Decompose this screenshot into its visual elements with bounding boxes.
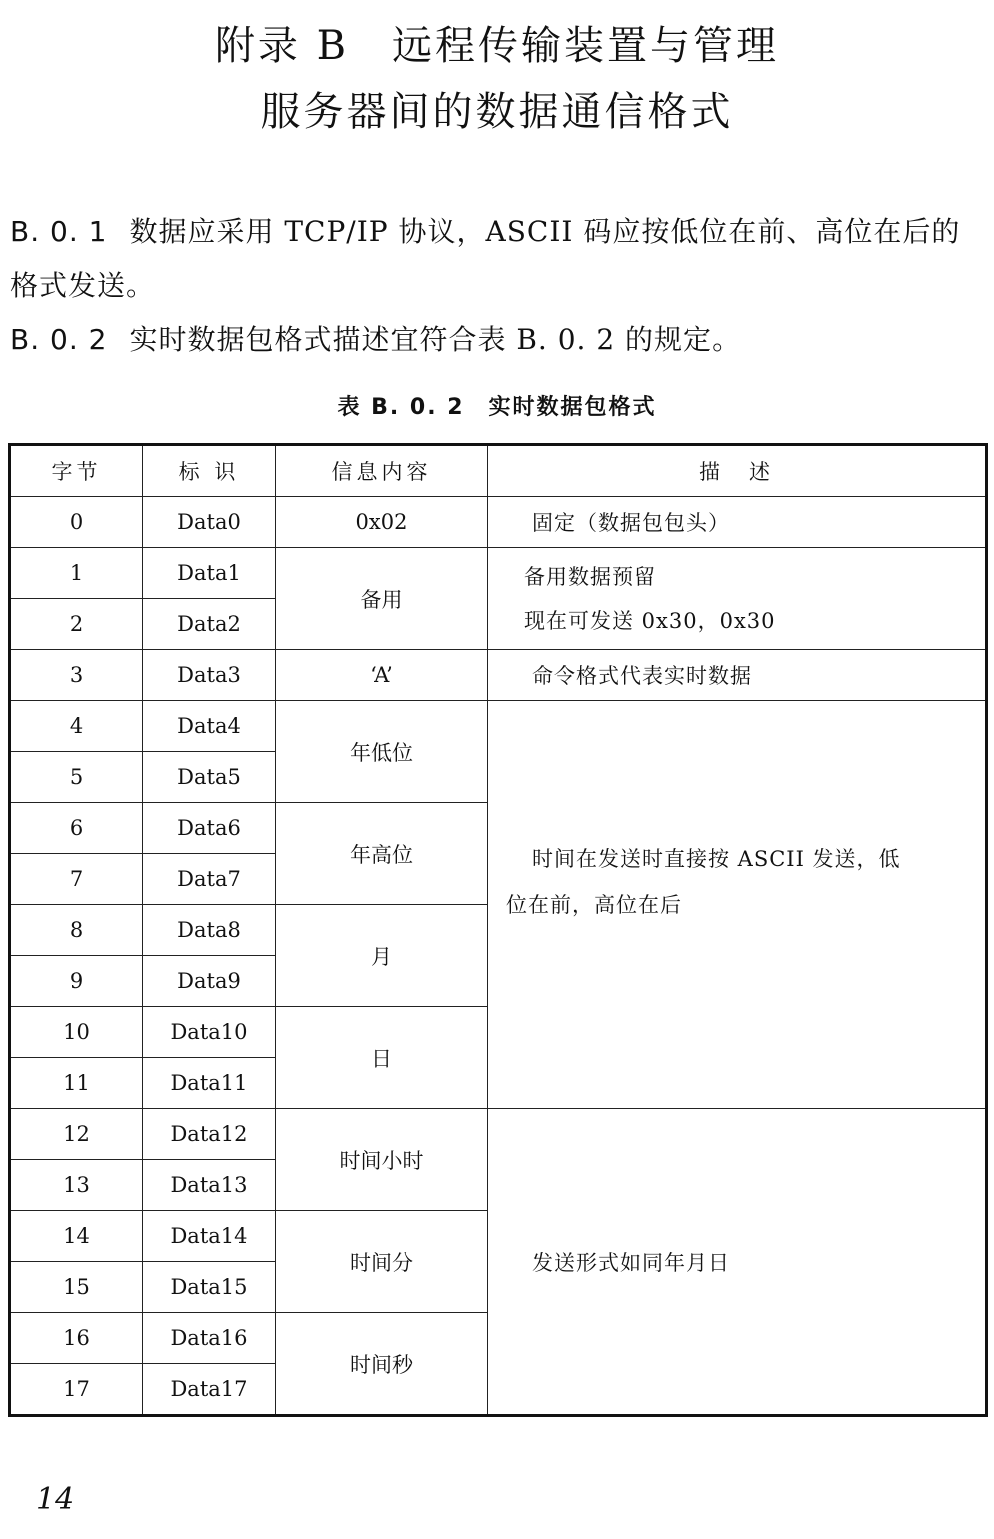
table-caption [0, 390, 994, 421]
byte-cell: 6 [10, 803, 143, 854]
desc-cell: 发送形式如同年月日 [488, 1109, 987, 1416]
header-byte: 字节 [10, 445, 143, 497]
desc-cell: 固定（数据包包头） [488, 497, 987, 548]
id-cell: Data8 [143, 905, 276, 956]
id-cell: Data15 [143, 1262, 276, 1313]
id-cell: Data2 [143, 599, 276, 650]
table-header-row [10, 445, 987, 497]
byte-cell: 15 [10, 1262, 143, 1313]
byte-cell: 14 [10, 1211, 143, 1262]
id-cell: Data17 [143, 1364, 276, 1416]
id-cell: Data5 [143, 752, 276, 803]
info-cell: 0x02 [276, 497, 488, 548]
id-cell: Data13 [143, 1160, 276, 1211]
desc-line: 时间在发送时直接按 ASCII 发送，低 [532, 846, 901, 871]
desc-spacer [506, 928, 971, 974]
table-row [10, 1109, 987, 1160]
byte-cell: 12 [10, 1109, 143, 1160]
header-identifier: 标 识 [143, 445, 276, 497]
table-row [10, 701, 987, 752]
clause-text: 实时数据包格式描述宜符合表 B. 0. 2 的规定。 [129, 323, 742, 356]
byte-cell: 7 [10, 854, 143, 905]
clause-b02 [10, 313, 988, 367]
table-row [10, 497, 987, 548]
id-cell: Data4 [143, 701, 276, 752]
appendix-title-line-1: 附录 B 远程传输装置与管理 [214, 23, 780, 69]
appendix-title-line-2: 服务器间的数据通信格式 [260, 89, 734, 135]
info-cell: 时间秒 [276, 1313, 488, 1416]
id-cell: Data1 [143, 548, 276, 599]
byte-cell: 5 [10, 752, 143, 803]
desc-line: 位在前，高位在后 [506, 892, 682, 917]
id-cell: Data6 [143, 803, 276, 854]
id-cell: Data3 [143, 650, 276, 701]
desc-line: 备用数据预留 [524, 564, 656, 589]
id-cell: Data7 [143, 854, 276, 905]
info-cell: ‘A’ [276, 650, 488, 701]
byte-cell: 8 [10, 905, 143, 956]
table-caption-title: 实时数据包格式 [488, 395, 657, 420]
table-row [10, 548, 987, 599]
id-cell: Data9 [143, 956, 276, 1007]
table-row [10, 650, 987, 701]
byte-cell: 2 [10, 599, 143, 650]
id-cell: Data11 [143, 1058, 276, 1109]
byte-cell: 17 [10, 1364, 143, 1416]
info-cell: 日 [276, 1007, 488, 1109]
page-number: 14 [36, 1482, 75, 1517]
clause-b01 [10, 205, 988, 313]
byte-cell: 16 [10, 1313, 143, 1364]
info-cell: 时间小时 [276, 1109, 488, 1211]
info-cell: 年低位 [276, 701, 488, 803]
desc-cell [488, 548, 987, 650]
desc-cell: 命令格式代表实时数据 [488, 650, 987, 701]
id-cell: Data14 [143, 1211, 276, 1262]
byte-cell: 13 [10, 1160, 143, 1211]
id-cell: Data12 [143, 1109, 276, 1160]
clause-number: B. 0. 1 [10, 215, 108, 248]
id-cell: Data16 [143, 1313, 276, 1364]
byte-cell: 3 [10, 650, 143, 701]
info-cell: 时间分 [276, 1211, 488, 1313]
desc-cell [488, 701, 987, 1109]
info-cell: 月 [276, 905, 488, 1007]
info-cell: 备用 [276, 548, 488, 650]
header-info-content: 信息内容 [276, 445, 488, 497]
byte-cell: 11 [10, 1058, 143, 1109]
byte-cell: 10 [10, 1007, 143, 1058]
byte-cell: 9 [10, 956, 143, 1007]
byte-cell: 0 [10, 497, 143, 548]
id-cell: Data0 [143, 497, 276, 548]
info-cell: 年高位 [276, 803, 488, 905]
desc-line: 现在可发送 0x30，0x30 [524, 608, 776, 633]
byte-cell: 1 [10, 548, 143, 599]
clause-number: B. 0. 2 [10, 323, 108, 356]
realtime-packet-table [8, 443, 988, 1417]
header-description: 描 述 [488, 445, 987, 497]
id-cell: Data10 [143, 1007, 276, 1058]
table-caption-number: 表 B. 0. 2 [337, 395, 465, 420]
clause-text: 数据应采用 TCP/IP 协议，ASCII 码应按低位在前、高位在后的格式发送。 [10, 215, 961, 302]
byte-cell: 4 [10, 701, 143, 752]
